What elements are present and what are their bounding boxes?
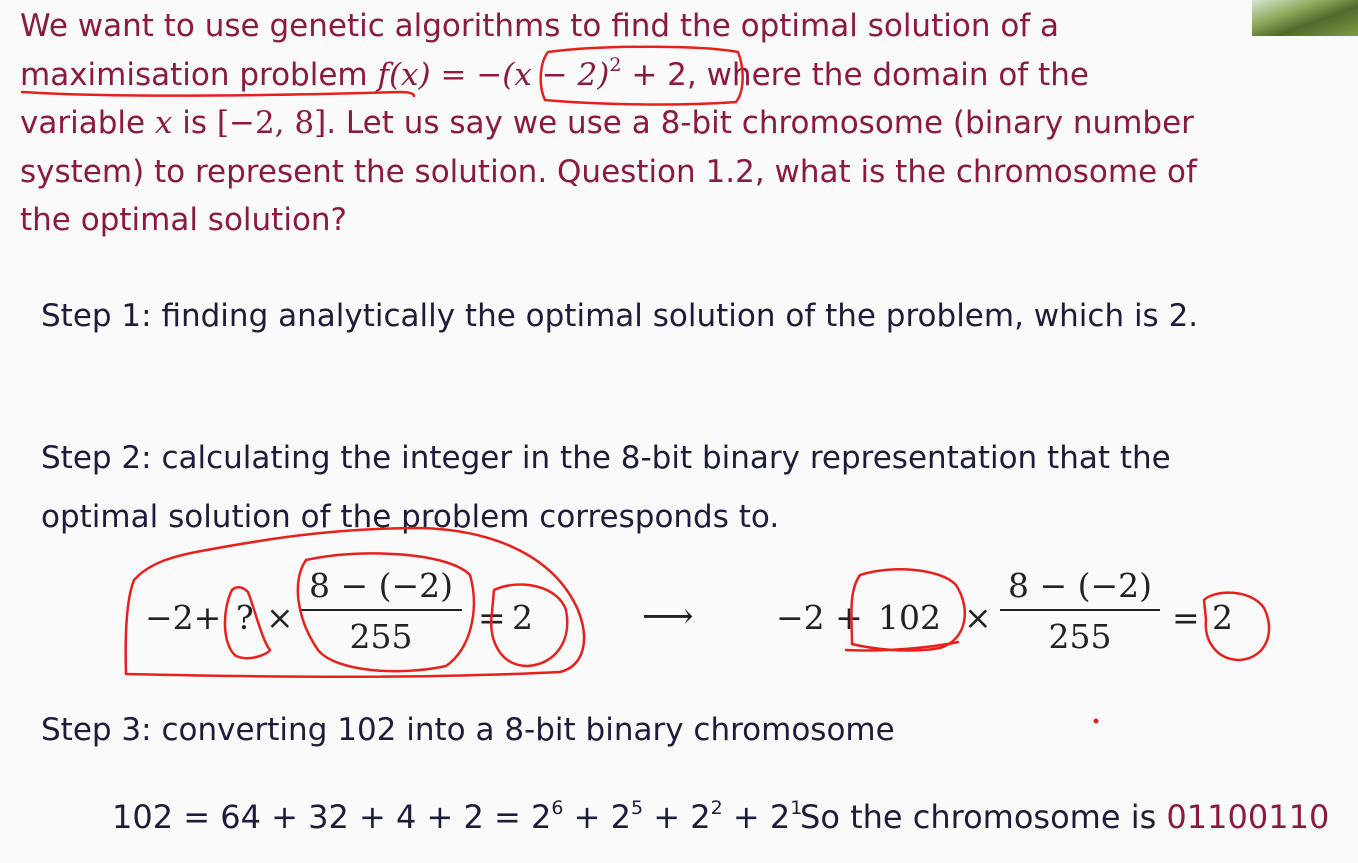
variable-x: x: [154, 105, 173, 142]
left-formula-times: ×: [266, 598, 294, 637]
right-denominator: 255: [1048, 617, 1112, 656]
left-formula-unknown: ?: [236, 598, 254, 637]
arrow-icon: ⟶: [642, 596, 694, 637]
ink-dot: [1094, 719, 1099, 724]
exponent-2: 2: [710, 797, 723, 819]
left-formula-equals: =: [478, 598, 506, 637]
ink-underline-102: [846, 642, 958, 651]
question-line-2-end: + 2, where the domain of the: [621, 56, 1089, 93]
right-formula-times: ×: [964, 598, 992, 637]
right-formula-equals: =: [1172, 598, 1200, 637]
question-text: [20, 2, 1250, 245]
domain-range: [−2, 8]: [216, 105, 327, 142]
question-line-5: the optimal solution?: [20, 202, 348, 239]
question-line-1: We want to use genetic algorithms to find the optimal solution of a: [20, 8, 1060, 44]
is-word: is: [172, 105, 217, 142]
left-numerator: 8 − (−2): [308, 566, 454, 605]
right-formula-prefix: −2 +: [776, 598, 863, 637]
function-expression: −(x − 2): [476, 56, 610, 93]
chromosome-value: 01100110: [1166, 798, 1330, 836]
question-line-3: variable: [20, 105, 155, 142]
plus-2b: + 2: [643, 798, 711, 836]
left-fraction: [300, 566, 462, 656]
right-formula-result: 2: [1212, 598, 1233, 637]
function-name: f(x): [377, 56, 431, 93]
step-2-line-2: optimal solution of the problem corresponds to.: [41, 499, 780, 535]
binary-decomposition: [112, 798, 802, 836]
video-thumbnail: [1252, 0, 1358, 36]
equals-sign: =: [430, 56, 477, 93]
left-formula-prefix: −2+: [145, 598, 222, 637]
exponent-5: 5: [630, 797, 644, 819]
left-fraction-bar: [300, 609, 462, 611]
answer: [800, 798, 1329, 836]
exponent-1: 1: [790, 797, 803, 819]
left-denominator: 255: [349, 617, 413, 656]
step-1-text: Step 1: finding analytically the optimal solution of the problem, which is 2.: [41, 298, 1199, 334]
decomposition-main: 102 = 64 + 32 + 4 + 2 = 2: [112, 798, 552, 836]
right-fraction: [1000, 566, 1160, 656]
exponent: 2: [609, 53, 622, 76]
right-fraction-bar: [1000, 609, 1160, 611]
step-3-text: Step 3: converting 102 into a 8-bit binary chromosome: [41, 712, 895, 748]
plus-2c: + 2: [722, 798, 791, 836]
answer-label: So the chromosome is: [800, 798, 1167, 836]
right-formula-value: 102: [878, 598, 941, 637]
left-formula-result: 2: [512, 598, 533, 637]
question-line-3-end: . Let us say we use a 8-bit chromosome (binary number: [326, 105, 1194, 142]
question-line-2: maximisation problem: [20, 56, 378, 93]
plus-2a: + 2: [563, 798, 631, 836]
step-2-line-1: Step 2: calculating the integer in the 8-bit binary representation that the: [41, 440, 1171, 476]
exponent-6: 6: [551, 797, 564, 819]
right-numerator: 8 − (−2): [1007, 566, 1153, 605]
question-line-4: system) to represent the solution. Question 1.2, what is the chromosome of: [20, 153, 1197, 190]
